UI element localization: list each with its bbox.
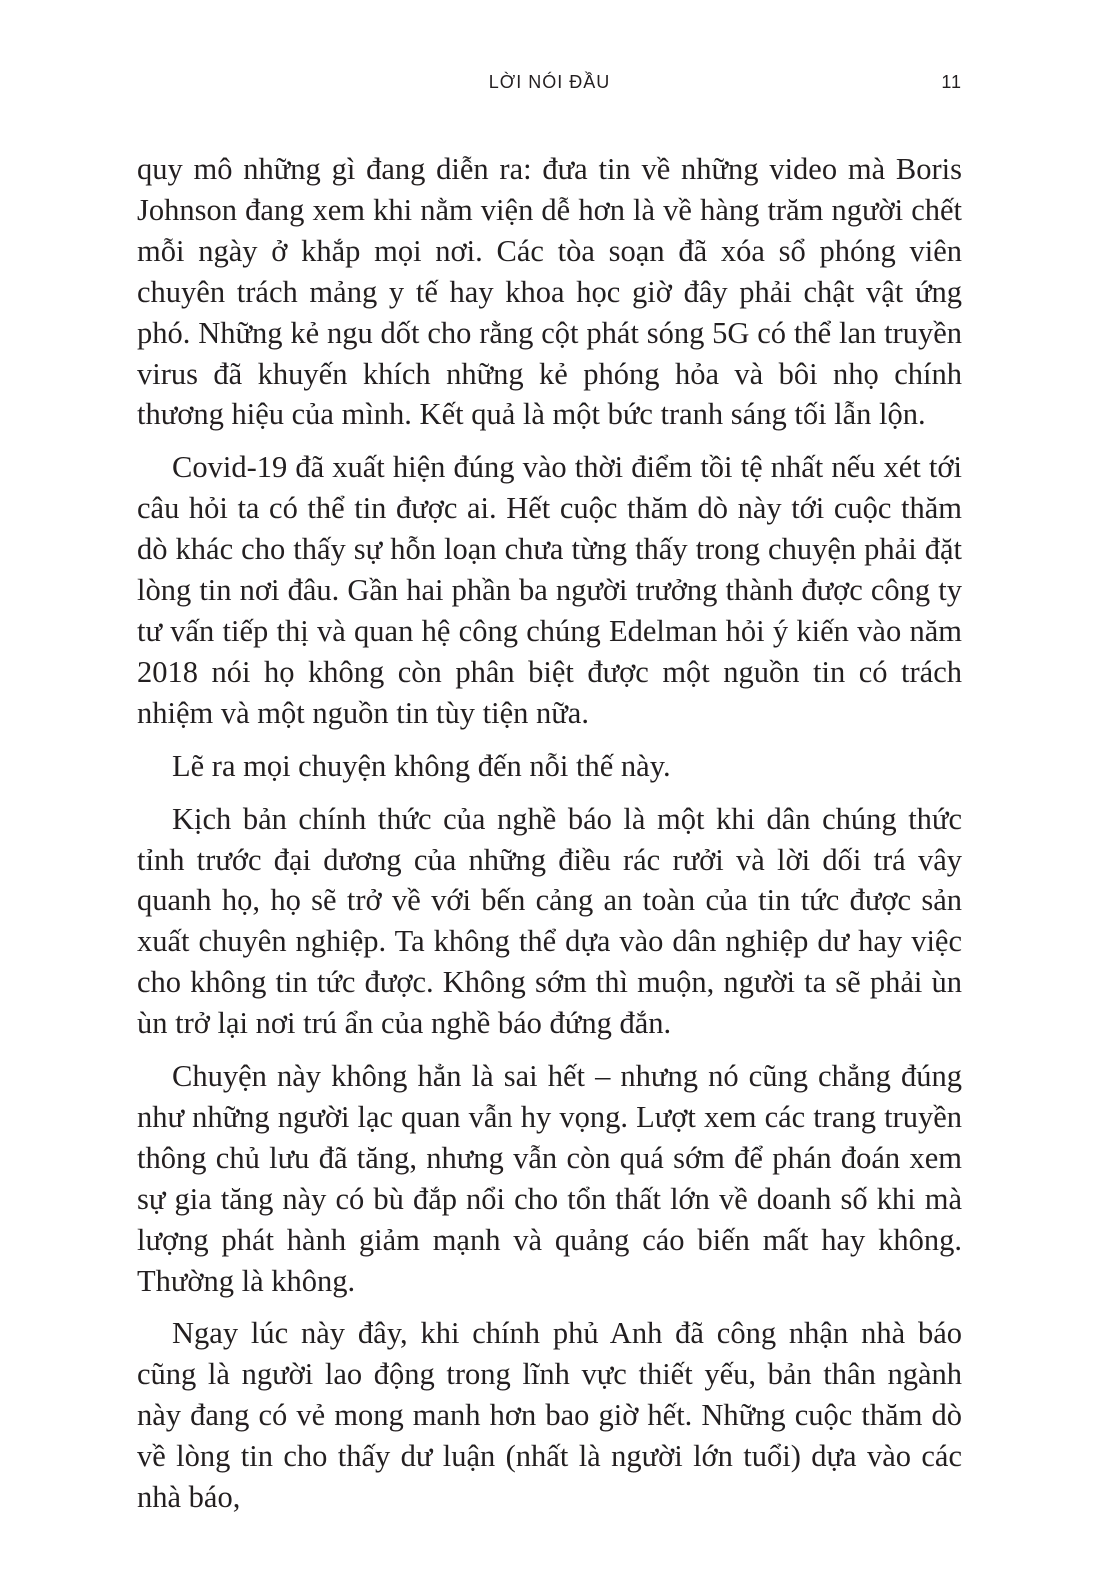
paragraph-continued: quy mô những gì đang diễn ra: đưa tin về những video mà Boris Johnson đang xem khi nằm viện dễ hơn là về hàng trăm người chết mỗi ngày ở khắp mọi nơi. Các tòa soạn đã xóa sổ phóng viên chuyên trách mảng y tế hay khoa học giờ đây phải chật vật ứng phó. Những kẻ ngu dốt cho rằng cột phát sóng 5G có thể lan truyền virus đã khuyến khích những kẻ phóng hỏa và bôi nhọ chính thương hiệu của mình. Kết quả là một bức tranh sáng tối lẫn lộn. <box>137 152 962 432</box>
running-header <box>137 72 962 98</box>
paragraph: Lẽ ra mọi chuyện không đến nỗi thế này. <box>172 748 671 783</box>
paragraph: Chuyện này không hẳn là sai hết – nhưng nó cũng chẳng đúng như những người lạc quan vẫn hy vọng. Lượt xem các trang truyền thông chủ lưu đã tăng, nhưng vẫn còn quá sớm để phán đoán xem sự gia tăng này có bù đắp nổi cho tổn thất lớn về doanh số khi mà lượng phát hành giảm mạnh và quảng cáo biến mất hay không. Thường là không. <box>137 1059 962 1298</box>
chapter-title: LỜI NÓI ĐẦU <box>488 72 611 92</box>
paragraph: Kịch bản chính thức của nghề báo là một khi dân chúng thức tỉnh trước đại dương của những điều rác rưởi và lời dối trá vây quanh họ, họ sẽ trở về với bến cảng an toàn của tin tức được sản xuất chuyên nghiệp. Ta không thể dựa vào dân nghiệp dư hay việc cho không tin tức được. Không sớm thì muộn, người ta sẽ phải ùn ùn trở lại nơi trú ẩn của nghề báo đứng đắn. <box>137 801 962 1041</box>
body-text <box>137 149 962 1530</box>
paragraph: Covid-19 đã xuất hiện đúng vào thời điểm tồi tệ nhất nếu xét tới câu hỏi ta có thể tin được ai. Hết cuộc thăm dò này tới cuộc thăm dò khác cho thấy sự hỗn loạn chưa từng thấy trong chuyện phải đặt lòng tin nơi đâu. Gần hai phần ba người trưởng thành được công ty tư vấn tiếp thị và quan hệ công chúng Edelman hỏi ý kiến vào năm 2018 nói họ không còn phân biệt được một nguồn tin có trách nhiệm và một nguồn tin tùy tiện nữa. <box>137 450 962 730</box>
page-number: 11 <box>941 72 962 92</box>
paragraph: Ngay lúc này đây, khi chính phủ Anh đã công nhận nhà báo cũng là người lao động trong lĩnh vực thiết yếu, bản thân ngành này đang có vẻ mong manh hơn bao giờ hết. Những cuộc thăm dò về lòng tin cho thấy dư luận (nhất là người lớn tuổi) dựa vào các nhà báo, <box>137 1316 962 1515</box>
